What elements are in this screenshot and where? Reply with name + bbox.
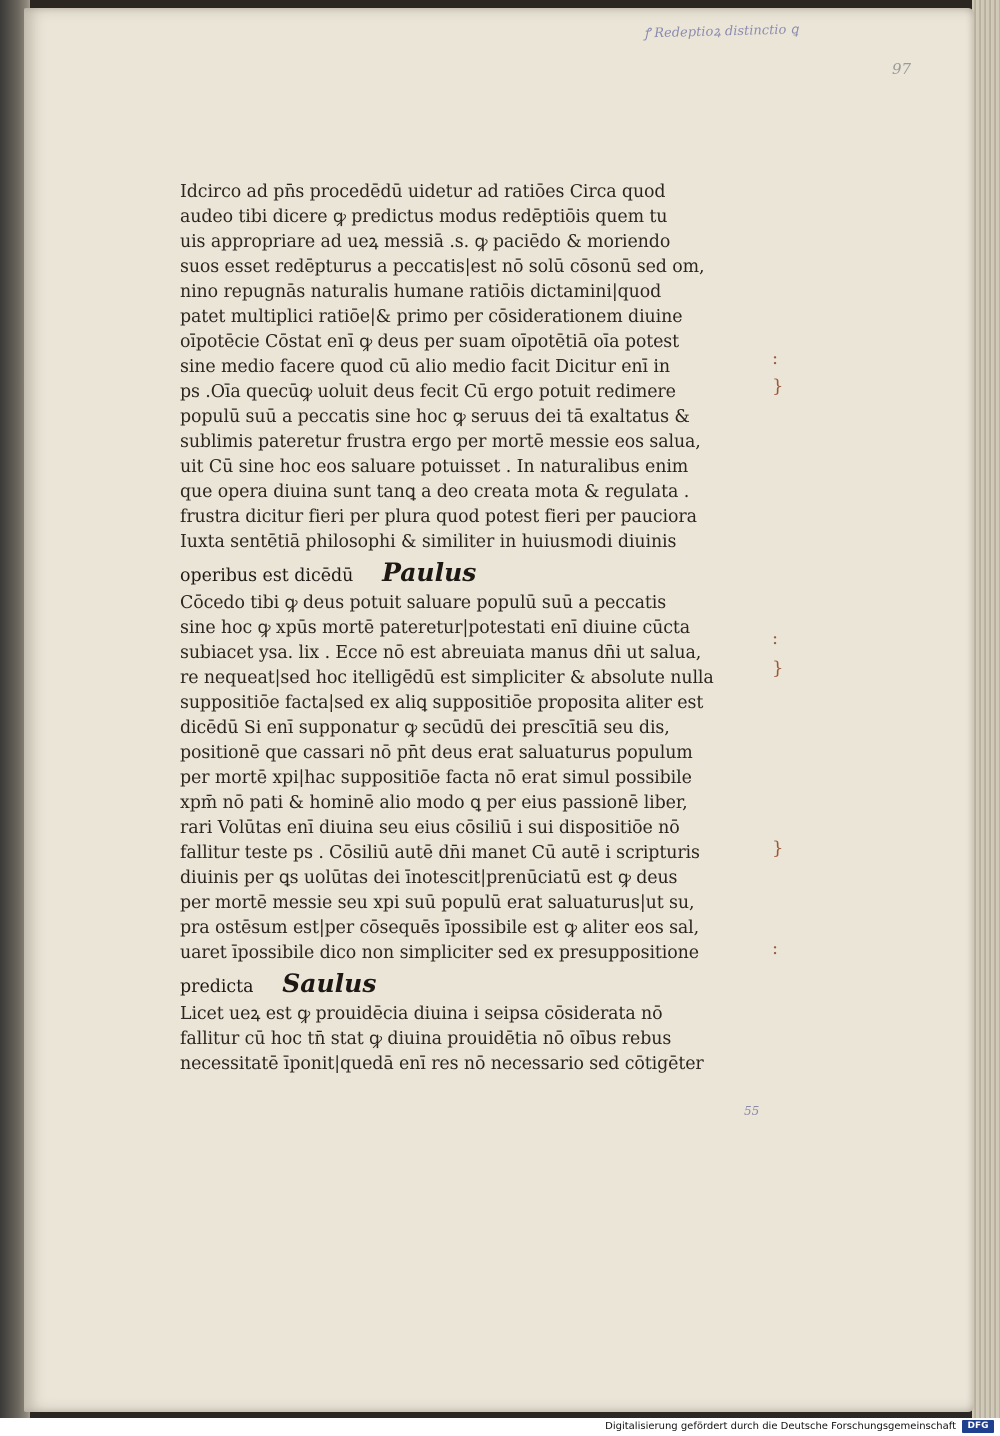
text-line: dicēdū Si enī supponatur ꝙ secūdū dei prescītiā seu dis, — [180, 718, 670, 738]
text-line: fallitur teste ps . Cōsiliū autē dn̄i manet Cū autē i scripturis — [180, 843, 700, 863]
handwritten-top-note: ꝭ Redeptioꝝ distinctio ꝗ — [643, 22, 799, 42]
footer-bar — [0, 1418, 1000, 1436]
speaker-name: Paulus — [382, 558, 477, 587]
text-line: re nequeat|sed hoc itelligēdū est simpliciter & absolute nulla — [180, 668, 714, 688]
text-line: ps .Oīa quecūꝙ uoluit deus fecit Cū ergo potuit redimere — [180, 382, 676, 402]
heading-preceding-text: operibus est dicēdū — [180, 566, 354, 586]
text-line: fallitur cū hoc tn̄ stat ꝙ diuina prouidētia nō oībus rebus — [180, 1029, 672, 1049]
folio-number: 97 — [892, 60, 912, 78]
text-line: sine medio facere quod cū alio medio facit Dicitur enī in — [180, 357, 670, 377]
text-line: sine hoc ꝙ xpūs mortē pateretur|potestati enī diuine cūcta — [180, 618, 690, 638]
text-line: per mortē xpi|hac suppositiōe facta nō erat simul possibile — [180, 768, 692, 788]
text-line: subiacet ysa. lix . Ecce nō est abreuiata manus dn̄i ut salua, — [180, 643, 702, 663]
text-line: per mortē messie seu xpi suū populū erat saluaturus|ut su, — [180, 893, 695, 913]
text-line: audeo tibi dicere ꝙ predictus modus redēptiōis quem tu — [180, 207, 668, 227]
text-line: sublimis pateretur frustra ergo per mortē messie eos salua, — [180, 432, 701, 452]
manuscript-page — [24, 8, 974, 1412]
text-line: Cōcedo tibi ꝙ deus potuit saluare populū suū a peccatis — [180, 593, 667, 613]
text-line: frustra dicitur fieri per plura quod potest fieri per pauciora — [180, 507, 697, 527]
marginal-mark: } — [772, 658, 784, 679]
text-line: populū suū a peccatis sine hoc ꝙ seruus dei tā exaltatus & — [180, 407, 690, 427]
text-line: Idcirco ad pn̄s procedēdū uidetur ad ratiōes Circa quod — [180, 182, 666, 202]
marginal-mark: } — [772, 838, 784, 859]
text-line: xpm̄ nō pati & hominē alio modo ꝗ per eius passionē liber, — [180, 793, 688, 813]
marginal-marks — [772, 348, 802, 968]
text-line: uaret īpossibile dico non simpliciter sed ex presuppositione — [180, 943, 699, 963]
text-line: positionē que cassari nō pn̄t deus erat saluaturus populum — [180, 743, 693, 763]
handwritten-page-number: 55 — [744, 1104, 760, 1118]
text-line: patet multiplici ratiōe|& primo per cōsiderationem diuine — [180, 307, 683, 327]
marginal-mark: : — [772, 938, 779, 959]
text-line: nino repugnās naturalis humane ratiōis dictamini|quod — [180, 282, 662, 302]
text-block — [180, 180, 780, 1120]
speaker-name: Saulus — [282, 969, 377, 998]
text-line: uit Cū sine hoc eos saluare potuisset . In naturalibus enim — [180, 457, 689, 477]
text-line: rari Volūtas enī diuina seu eius cōsiliū i sui dispositiōe nō — [180, 818, 680, 838]
text-line: necessitatē īponit|quedā enī res nō necessario sed cōtigēter — [180, 1054, 704, 1074]
text-line: que opera diuina sunt tanꝗ a deo creata mota & regulata . — [180, 482, 690, 502]
text-line: uis appropriare ad ueꝝ messiā .s. ꝙ paciēdo & moriendo — [180, 232, 671, 252]
marginal-mark: : — [772, 628, 779, 649]
text-line: pra ostēsum est|per cōsequēs īpossibile est ꝙ aliter eos sal, — [180, 918, 700, 938]
text-line: suos esset redēpturus a peccatis|est nō solū cōsonū sed om, — [180, 257, 705, 277]
text-line: oīpotēcie Cōstat enī ꝙ deus per suam oīpotētiā oīa potest — [180, 332, 680, 352]
speaker-heading-saulus — [180, 966, 780, 1002]
page-stack-edge — [972, 0, 1000, 1418]
speaker-heading-paulus — [180, 555, 780, 591]
marginal-mark: : — [772, 348, 779, 369]
heading-preceding-text: predicta — [180, 977, 254, 997]
funding-credit: Digitalisierung gefördert durch die Deutsche Forschungsgemeinschaft — [605, 1421, 956, 1432]
text-line: Licet ueꝝ est ꝙ prouidēcia diuina i seipsa cōsiderata nō — [180, 1004, 663, 1024]
dfg-logo-icon: DFG — [962, 1420, 994, 1433]
marginal-mark: } — [772, 376, 784, 397]
text-line: Iuxta sentētiā philosophi & similiter in huiusmodi diuinis — [180, 532, 677, 552]
text-line: suppositiōe facta|sed ex aliꝗ suppositiōe proposita aliter est — [180, 693, 704, 713]
text-line: diuinis per ꝗs uolūtas dei īnotescit|prenūciatū est ꝙ deus — [180, 868, 678, 888]
